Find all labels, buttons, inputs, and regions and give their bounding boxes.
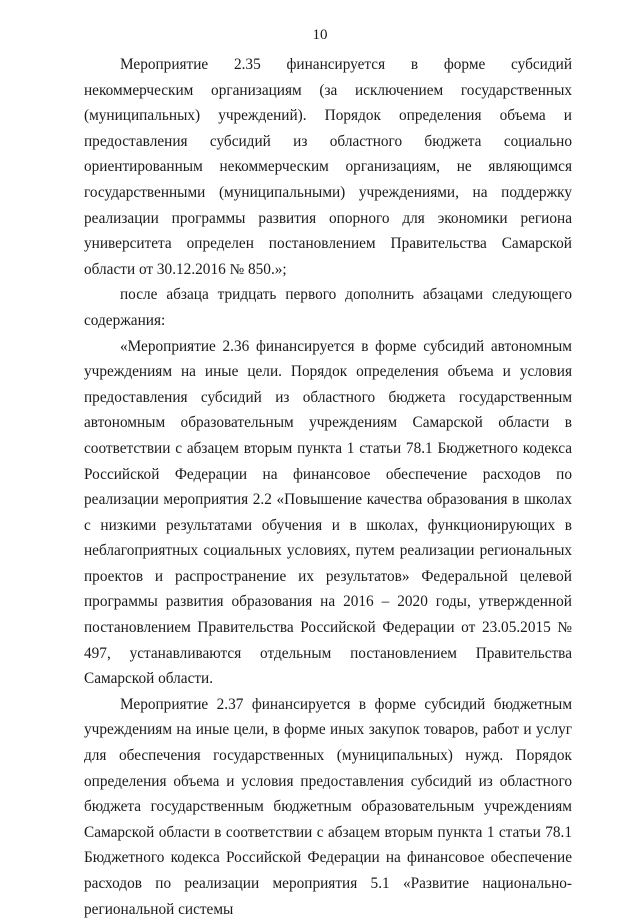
paragraph-event-2-37: Мероприятие 2.37 финансируется в форме субсидий бюджетным учреждениям на иные цели, в форме иных закупок товаров, работ и услуг для обеспечения государственных (муниципальных) нужд. Порядок определения объема и условия предоставления субсидий из областного бюджета государственным бюджетным образовательным учреждениям Самарской области в соответствии с абзацем вторым пункта 1 статьи 78.1 Бюджетного кодекса Российской Федерации на финансовое обеспечение расходов по реализации мероприятия 5.1 «Развитие национально-региональной системы — [84, 695, 572, 918]
page-number: 10 — [312, 27, 328, 43]
paragraph-event-2-36: «Мероприятие 2.36 финансируется в форме субсидий автономным учреждениям на иные цели. Порядок определения объема и условия предоставления субсидий из областного бюджета государственным автономным образовательным учреждениям Самарской области в соответствии с абзацем вторым пункта 1 статьи 78.1 Бюджетного кодекса Российской Федерации на финансовое обеспечение расходов по реализации мероприятия 2.2 «Повышение качества образования в школах с низкими результатами обучения и в школах, функционирующих в неблагоприятных социальных условиях, путем реализации региональных проектов и распространение их результатов» Федеральной целевой программы развития образования на 2016 – 2020 годы, утвержденной постановлением Правительства Российской Федерации от 23.05.2015 № 497, устанавливаются отдельным постановлением Правительства Самарской области. — [84, 337, 572, 688]
paragraph-event-2-35: Мероприятие 2.35 финансируется в форме субсидий некоммерческим организациям (за исключением государственных (муниципальных) учреждений). Порядок определения объема и предоставления субсидий из областного бюджета социально ориентированным некоммерческим организациям, не являющимся государственными (муниципальными) учреждениями, на поддержку реализации программы развития опорного для экономики региона университета определен постановлением Правительства Самарской области от 30.12.2016 № 850.»; — [84, 56, 572, 278]
document-body — [84, 52, 572, 922]
paragraph-amendment-instruction: после абзаца тридцать первого дополнить абзацами следующего содержания: — [84, 286, 572, 329]
